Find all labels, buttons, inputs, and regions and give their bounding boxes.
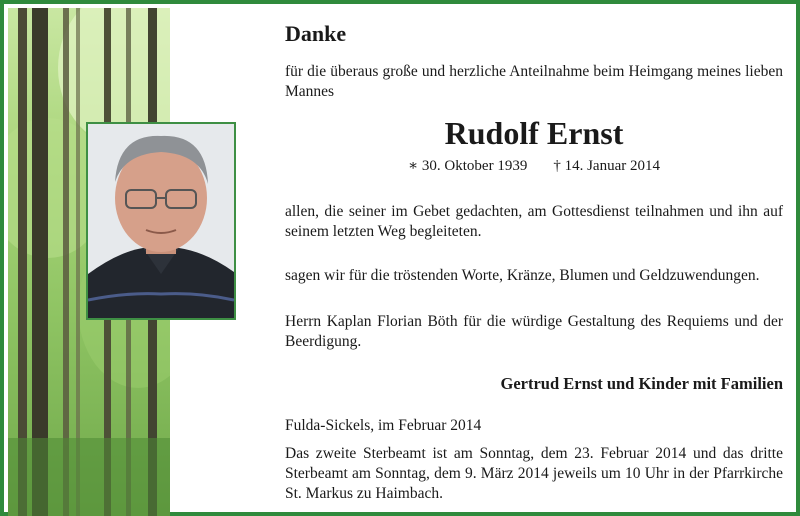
place-date: Fulda-Sickels, im Februar 2014: [285, 417, 482, 434]
paragraph-chaplain: Herrn Kaplan Florian Böth für die würdige Gestaltung des Requiems und der Beerdigung.: [285, 313, 783, 350]
heading-danke: Danke: [285, 21, 347, 46]
death-date: † 14. Januar 2014: [553, 158, 660, 174]
portrait-photo: [86, 122, 236, 320]
deceased-name: Rudolf Ernst: [444, 115, 624, 151]
paragraph-prayer: allen, die seiner im Gebet gedachten, am Gottesdienst teilnahmen und ihn auf seinem letzten Weg begleiteten.: [285, 203, 783, 240]
signature: Gertrud Ernst und Kinder mit Familien: [500, 374, 783, 393]
birth-date: ∗ 30. Oktober 1939: [407, 158, 528, 174]
intro-text: für die überaus große und herzliche Anteilnahme beim Heimgang meines lieben Mannes: [285, 63, 783, 100]
portrait-figure: [88, 124, 234, 318]
paragraph-condolences: sagen wir für die tröstenden Worte, Kränze, Blumen und Geldzuwendungen.: [285, 267, 760, 284]
life-dates: [285, 157, 783, 175]
memorial-notice: Das zweite Sterbeamt ist am Sonntag, dem 23. Februar 2014 und das dritte Sterbeamt am Sonntag, dem 9. März 2014 jeweils um 10 Uhr in der Pfarrkirche St. Markus zu Haimbach.: [285, 445, 783, 502]
